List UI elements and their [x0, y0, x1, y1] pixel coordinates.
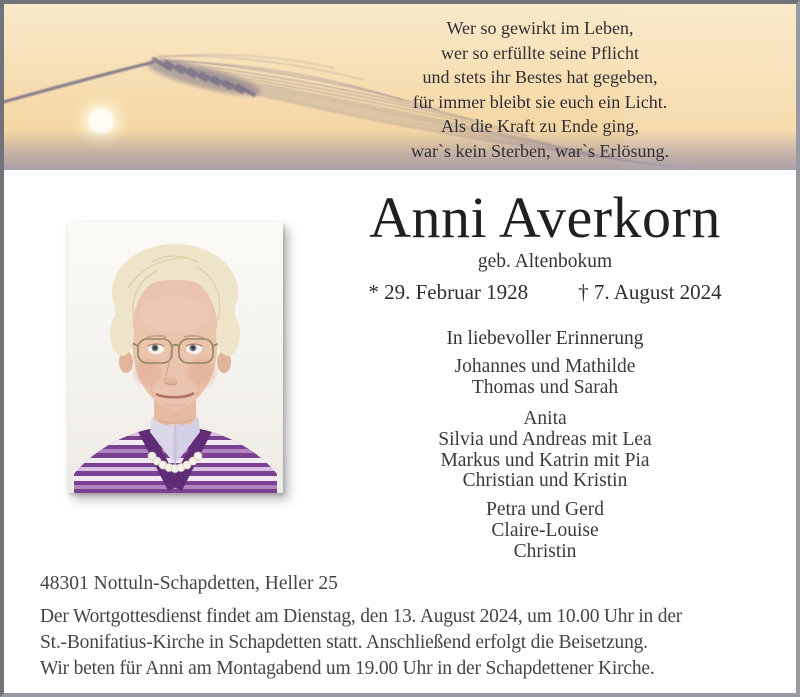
life-dates: [334, 280, 756, 305]
family-group: [334, 357, 756, 399]
family-member-line: Anita: [523, 408, 567, 429]
family-member-line: Silvia und Andreas mit Lea: [438, 428, 652, 450]
family-group: [334, 500, 756, 562]
family-member-line: Johannes und Mathilde: [454, 356, 636, 377]
portrait-illustration: [68, 222, 283, 493]
memorial-poem: [359, 16, 721, 164]
death-date: † 7. August 2024: [578, 280, 722, 304]
poem-line: Als die Kraft zu Ende ging,: [441, 116, 639, 137]
portrait-photo: [68, 222, 283, 493]
home-address: 48301 Nottuln-Schapdetten, Heller 25: [40, 573, 338, 594]
poem-line: und stets ihr Bestes hat gegeben,: [422, 67, 658, 88]
memory-heading: In liebevoller Erinnerung: [446, 328, 644, 349]
banner-image: [4, 4, 796, 170]
family-group: [334, 409, 756, 492]
service-announcement: [40, 604, 766, 655]
poem-line: wer so erfüllte seine Pflicht: [441, 42, 639, 63]
family-member-line: Thomas und Sarah: [471, 376, 619, 398]
service-line: Der Wortgottesdienst findet am Dienstag, den 13. August 2024, um 10.00 Uhr in der: [40, 606, 683, 627]
family-member-line: Markus und Katrin mit Pia: [440, 449, 650, 471]
poem-line: für immer bleibt sie euch ein Licht.: [412, 91, 668, 112]
service-line: St.-Bonifatius-Kirche in Schapdetten statt. Anschließend erfolgt die Beisetzung.: [40, 631, 648, 653]
poem-line: war`s kein Sterben, war`s Erlösung.: [411, 140, 669, 161]
family-member-line: Claire-Louise: [491, 519, 599, 541]
family-member-line: Christian und Kristin: [462, 470, 628, 492]
birth-date: * 29. Februar 1928: [368, 280, 529, 304]
family-member-line: Petra und Gerd: [485, 499, 605, 520]
prayer-announcement: Wir beten für Anni am Montagabend um 19.00 Uhr in der Schapdettener Kirche.: [40, 658, 655, 679]
deceased-name: Anni Averkorn: [369, 185, 721, 250]
family-member-line: Christin: [513, 540, 577, 562]
poem-line: Wer so gewirkt im Leben,: [446, 18, 634, 38]
maiden-name: geb. Altenbokum: [477, 251, 613, 272]
